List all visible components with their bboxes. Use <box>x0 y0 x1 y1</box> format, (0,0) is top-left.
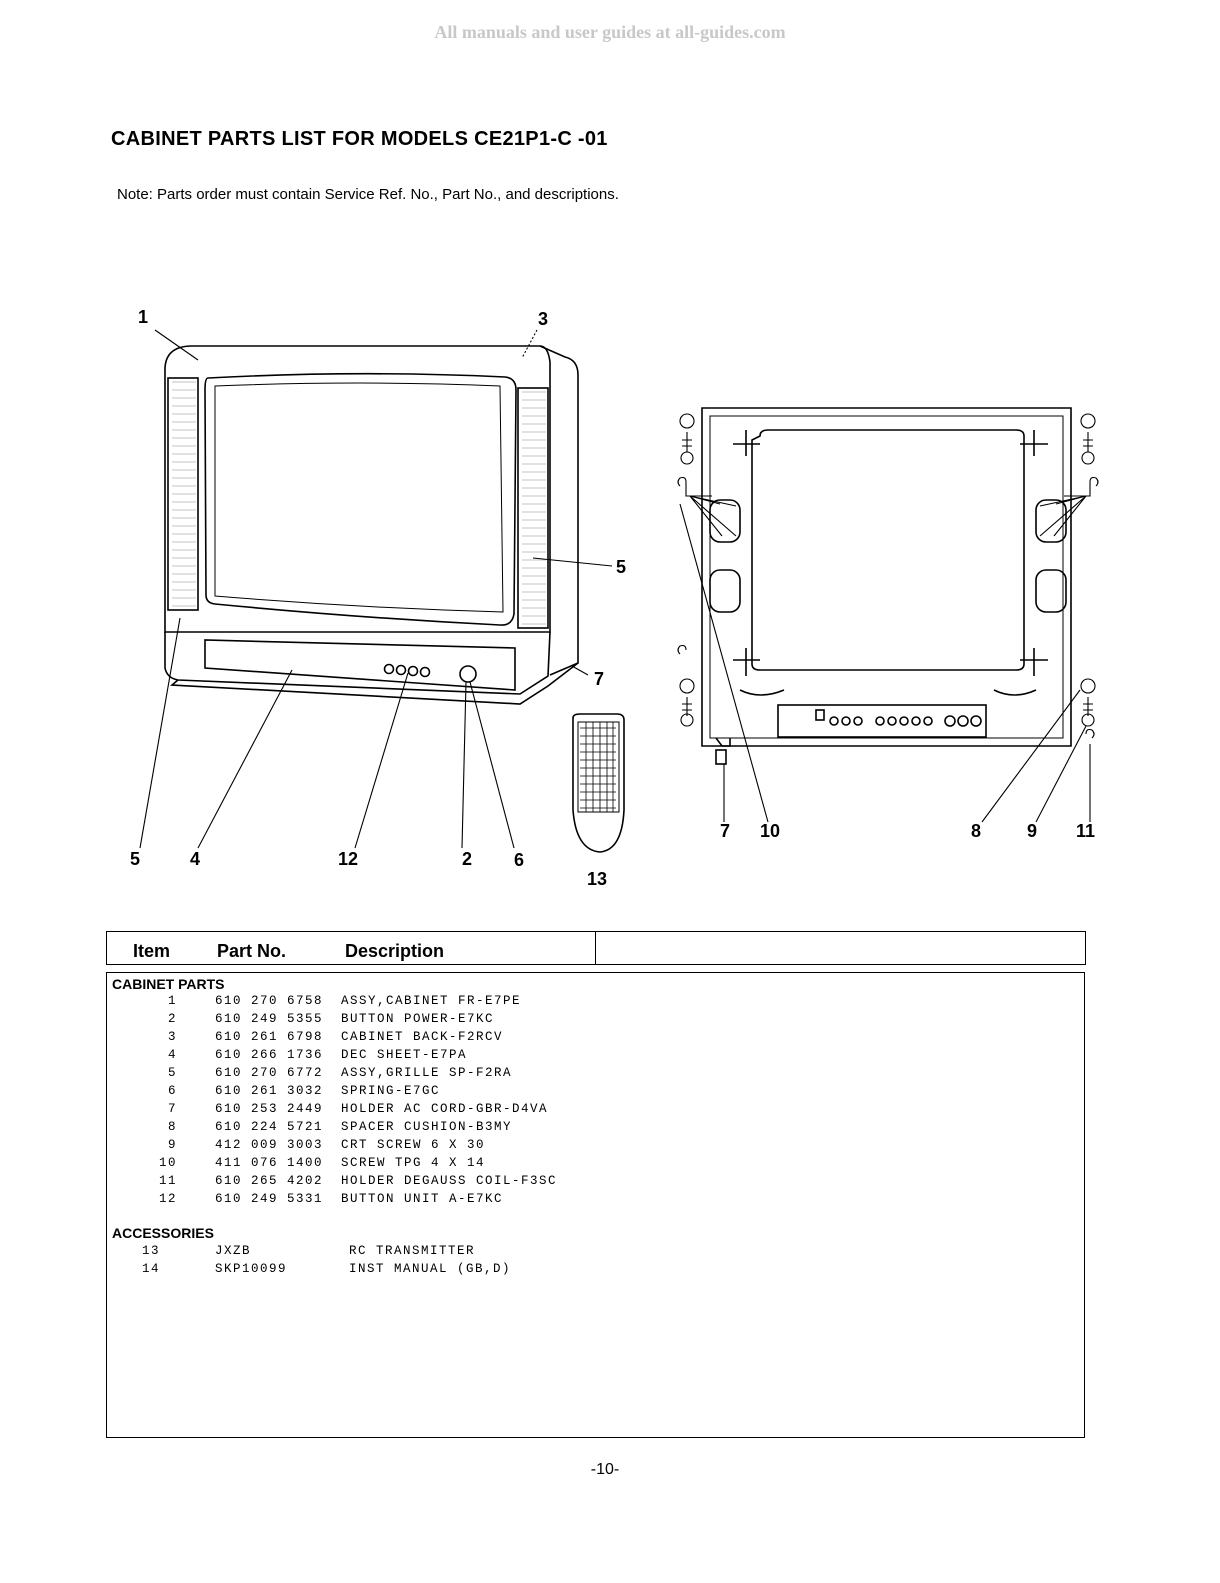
callout-7-rear: 7 <box>720 821 731 841</box>
callout-12: 12 <box>338 849 359 869</box>
callout-1: 1 <box>138 307 149 327</box>
section-heading-accessories: ACCESSORIES <box>112 1225 214 1241</box>
callout-7-front: 7 <box>594 669 605 689</box>
header-divider <box>595 932 596 964</box>
callout-5-left: 5 <box>130 849 141 869</box>
watermark: All manuals and user guides at all-guides.com <box>434 22 786 42</box>
page-number: -10- <box>590 1461 620 1478</box>
callout-8: 8 <box>971 821 982 841</box>
page-title: CABINET PARTS LIST FOR MODELS CE21P1-C -01 <box>111 128 608 150</box>
callout-9: 9 <box>1027 821 1038 841</box>
callout-11: 11 <box>1076 821 1096 841</box>
callout-5-right: 5 <box>616 557 627 577</box>
section-heading-cabinet-parts: CABINET PARTS <box>112 976 225 992</box>
callout-3: 3 <box>538 309 549 329</box>
remote-control-drawing <box>573 714 624 852</box>
callout-13: 13 <box>587 869 608 889</box>
parts-table-body: CABINET PARTS 1 610 270 6758 ASSY,CABINET FR-E7PE 2 610 249 5355 BUTTON POWER-E7KC 3 610 261 6798 CABINET BACK-F2RCV 4 610 266 1736 DEC SHEET-E7PA 5 610 270 6772 ASSY,GRILLE SP-F2RA 6 610 261 3032 SPRING-E7GC 7 610 253 2449 HOLDER AC CORD-GBR-D4VA 8 610 224 5721 SPACER CUSHION-B3MY 9 412 009 3003 CRT SCREW 6 X 30 10 411 076 1400 SCREW TPG 4 X 14 11 610 265 4202 HOLDER DEGAUSS COIL-F3SC 12 610 249 5331 BUTTON UNIT A-E7KC ACCESSORIES 13 JXZB RC TRANSMITTER 14 SKP10099 INST MANUAL (GB,D) <box>106 972 1085 1438</box>
tv-rear-drawing <box>702 408 1071 764</box>
order-note: Note: Parts order must contain Service Ref. No., Part No., and descriptions. <box>117 186 619 203</box>
mounting-hardware <box>678 414 1098 738</box>
callout-4: 4 <box>190 849 201 869</box>
header-description: Description <box>345 941 445 961</box>
tv-front-drawing <box>165 346 578 704</box>
header-part-no: Part No. <box>217 941 287 961</box>
callout-2: 2 <box>462 849 473 869</box>
callout-6: 6 <box>514 850 525 870</box>
header-item: Item <box>133 941 171 961</box>
callout-10: 10 <box>760 821 781 841</box>
parts-table-header <box>106 931 1086 965</box>
